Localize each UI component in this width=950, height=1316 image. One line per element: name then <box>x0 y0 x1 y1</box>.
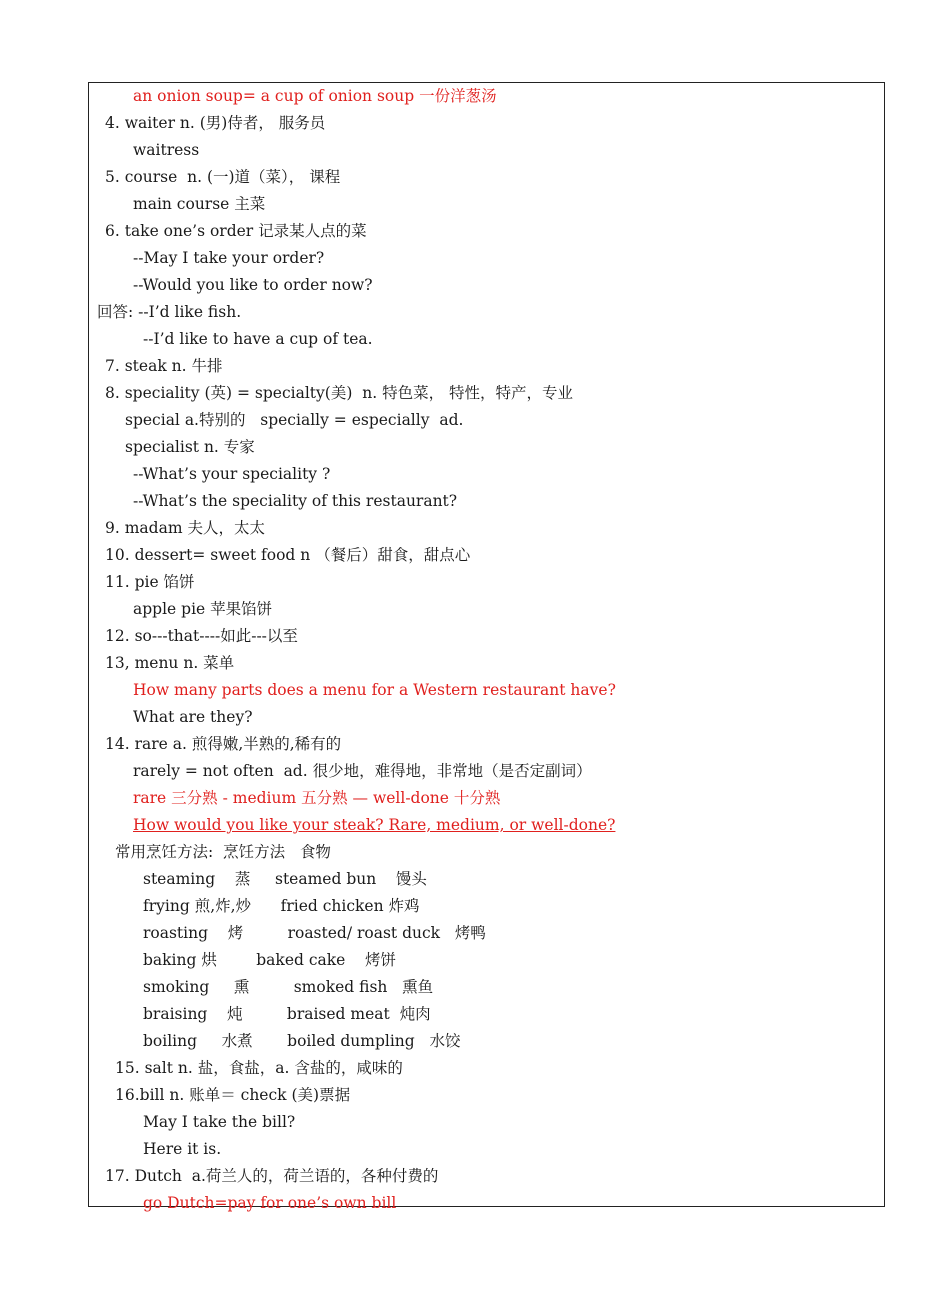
text-line: specialist n. 专家 <box>125 438 255 456</box>
text-line: baking 烘 baked cake 烤饼 <box>143 951 397 969</box>
text-line: frying 煎,炸,炒 fried chicken 炸鸡 <box>143 897 420 915</box>
text-line: smoking 熏 smoked fish 熏鱼 <box>143 978 434 996</box>
text-line: rarely = not often ad. 很少地，难得地，非常地（是否定副词） <box>133 762 592 780</box>
text-line: 15. salt n. 盐，食盐，a. 含盐的，咸味的 <box>115 1059 403 1077</box>
text-line: 12. so---that----如此---以至 <box>105 627 298 645</box>
text-line: special a.特别的 specially = especially ad. <box>125 411 464 429</box>
text-line: 13, menu n. 菜单 <box>105 654 235 672</box>
text-line: How many parts does a menu for a Western restaurant have? <box>133 681 616 699</box>
text-line: apple pie 苹果馅饼 <box>133 600 273 618</box>
text-line: 8. speciality (英) = specialty(美) n. 特色菜， 特性，特产，专业 <box>105 384 573 402</box>
text-line: braising 炖 braised meat 炖肉 <box>143 1005 431 1023</box>
text-line: Here it is. <box>143 1140 222 1158</box>
text-line: go Dutch=pay for one’s own bill <box>143 1194 397 1212</box>
text-line: 14. rare a. 煎得嫩,半熟的,稀有的 <box>105 735 342 753</box>
text-line: 7. steak n. 牛排 <box>105 357 223 375</box>
text-line: steaming 蒸 steamed bun 馒头 <box>143 870 427 888</box>
text-line: 17. Dutch a.荷兰人的，荷兰语的，各种付费的 <box>105 1167 439 1185</box>
text-line: 6. take one’s order 记录某人点的菜 <box>105 222 367 240</box>
text-line: --Would you like to order now? <box>133 276 373 294</box>
text-line: 常用烹饪方法: 烹饪方法 食物 <box>115 843 331 861</box>
text-line: 16.bill n. 账单＝ check (美)票据 <box>115 1086 351 1104</box>
text-line: --What’s the speciality of this restaurant? <box>133 492 458 510</box>
text-line: What are they? <box>133 708 253 726</box>
text-line: --May I take your order? <box>133 249 325 267</box>
text-line: an onion soup= a cup of onion soup 一份洋葱汤 <box>133 87 497 105</box>
text-line: rare 三分熟 - medium 五分熟 — well-done 十分熟 <box>133 789 501 807</box>
text-line: waitress <box>133 141 200 159</box>
text-line: 回答: --I’d like fish. <box>97 303 242 321</box>
text-line: How would you like your steak? Rare, medium, or well-done? <box>133 816 616 834</box>
text-line: roasting 烤 roasted/ roast duck 烤鸭 <box>143 924 486 942</box>
text-line: --I’d like to have a cup of tea. <box>143 330 373 348</box>
text-line: --What’s your speciality ? <box>133 465 331 483</box>
text-line: 4. waiter n. (男)侍者， 服务员 <box>105 114 326 132</box>
text-line: 10. dessert= sweet food n （餐后）甜食，甜点心 <box>105 546 471 564</box>
text-line: main course 主菜 <box>133 195 266 213</box>
text-line: 11. pie 馅饼 <box>105 573 195 591</box>
text-line: 5. course n. (一)道（菜）， 课程 <box>105 168 341 186</box>
text-line: 9. madam 夫人，太太 <box>105 519 265 537</box>
text-line: May I take the bill? <box>143 1113 296 1131</box>
text-line: boiling 水煮 boiled dumpling 水饺 <box>143 1032 461 1050</box>
